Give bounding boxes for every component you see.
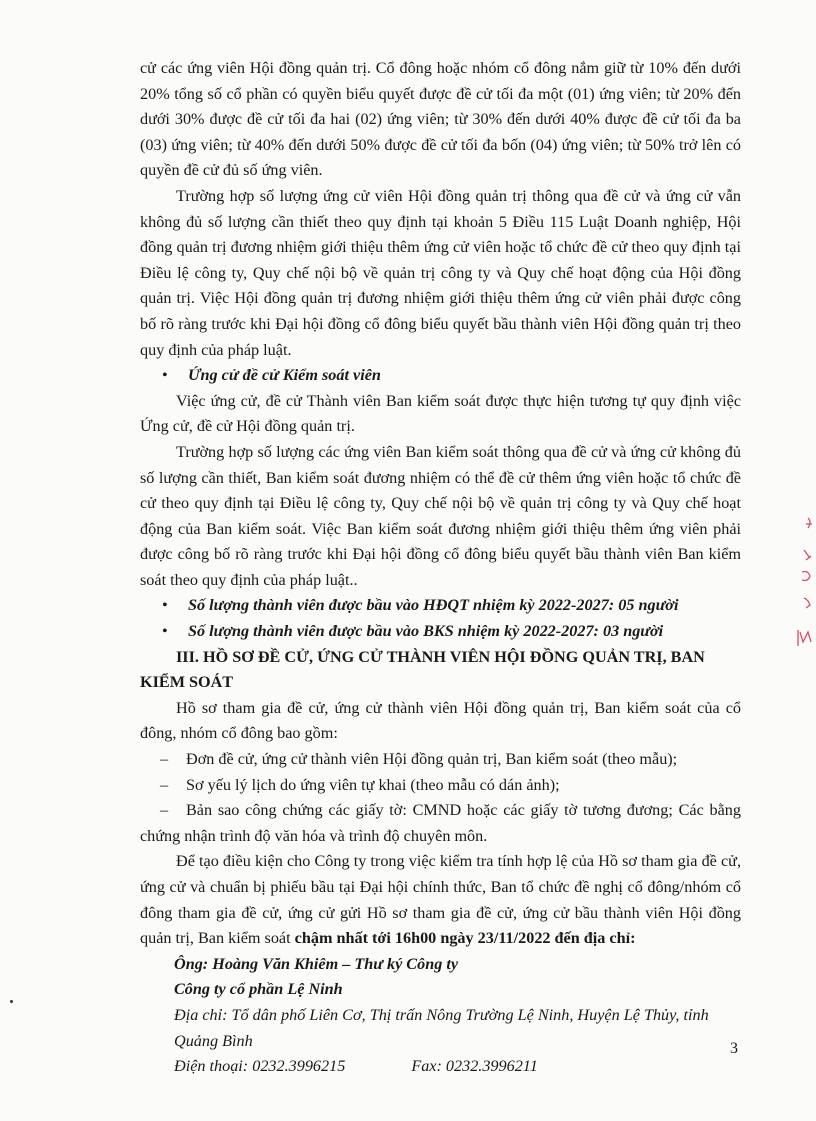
bullet-board-member-count bbox=[140, 593, 741, 619]
list-item bbox=[140, 773, 741, 799]
list-item bbox=[140, 798, 741, 849]
paragraph-dossier-intro: Hồ sơ tham gia đề cử, ứng cử thành viên Hội đồng quản trị, Ban kiểm soát của cổ đông, nhóm cổ đông bao gồm: bbox=[140, 698, 741, 743]
contact-company: Công ty cổ phần Lệ Ninh bbox=[174, 980, 343, 999]
paragraph-supervisor-insufficient: Trường hợp số lượng các ứng viên Ban kiểm soát thông qua đề cử và ứng cử không đủ số lượng cần thiết, Ban kiểm soát đương nhiệm có thể đề cử thêm ứng viên hoặc tổ chức đề cử theo quy định tại Điều lệ công ty, Quy chế nội bộ về quản trị công ty và Quy chế hoạt động của Ban kiểm soát. Việc Ban kiểm soát đương nhiệm giới thiệu thêm ứng viên phải được công bố rõ ràng trước khi Đại hội đồng cổ đông biểu quyết bầu thành viên Ban kiểm soát theo quy định của pháp luật.. bbox=[140, 442, 741, 589]
bullet-icon: • bbox=[162, 622, 168, 641]
bullet-supervisor-nomination bbox=[140, 363, 741, 389]
dash-icon: – bbox=[160, 775, 169, 794]
dash-icon: – bbox=[160, 801, 169, 820]
list-item-text: Bản sao công chứng các giấy tờ: CMND hoặc các giấy tờ tương đương; Các bằng chứng nhận trình độ văn hóa và trình độ chuyên môn. bbox=[140, 801, 741, 845]
contact-phone: Điện thoại: 0232.3996215 bbox=[174, 1057, 346, 1076]
page-number: 3 bbox=[730, 1040, 738, 1057]
scan-speck bbox=[10, 1000, 13, 1003]
paragraph-nomination-quota: cử các ứng viên Hội đồng quản trị. Cổ đông hoặc nhóm cổ đông nắm giữ từ 10% đến dưới 20% tổng số cổ phần có quyền biểu quyết được đề cử tối đa một (01) ứng viên; từ 20% đến dưới 30% được đề cử tối đa hai (02) ứng viên; từ 30% đến dưới 40% được đề cử tối đa ba (03) ứng viên; từ 40% đến dưới 50% được đề cử tối đa bốn (04) ứng viên; từ 50% trở lên có quyền đề cử đủ số ứng viên. bbox=[140, 59, 741, 180]
paragraph-submission-deadline bbox=[140, 849, 741, 951]
contact-fax: Fax: 0232.3996211 bbox=[411, 1057, 538, 1076]
paragraph-supervisor-similar: Việc ứng cử, đề cử Thành viên Ban kiểm soát được thực hiện tương tự quy định việc Ứng cử, đề cử Hội đồng quản trị. bbox=[140, 391, 741, 436]
bullet-label: Số lượng thành viên được bầu vào HĐQT nhiệm kỳ 2022-2027: 05 người bbox=[188, 596, 679, 615]
bullet-label: Ứng cử đề cử Kiểm soát viên bbox=[188, 366, 381, 385]
bullet-icon: • bbox=[162, 596, 168, 615]
section-heading-3: III. HỒ SƠ ĐỀ CỬ, ỨNG CỬ THÀNH VIÊN HỘI ĐỒNG QUẢN TRỊ, BAN KIỂM SOÁT bbox=[140, 647, 705, 692]
deadline-text: Để tạo điều kiện cho Công ty trong việc kiểm tra tính hợp lệ của Hồ sơ tham gia đề cử, ứng cử và chuẩn bị phiếu bầu tại Đại hội chính thức, Ban tổ chức đề nghị cổ đông/nhóm cổ đông tham gia đề cử, ứng cử gửi Hồ sơ tham gia đề cử, ứng cử bầu thành viên Hội đồng quản trị, Ban kiểm soát bbox=[140, 852, 741, 948]
bullet-supervisor-member-count bbox=[140, 619, 741, 645]
list-item-text: Sơ yếu lý lịch do ứng viên tự khai (theo mẫu có dán ảnh); bbox=[186, 775, 560, 794]
list-item-text: Đơn đề cử, ứng cử thành viên Hội đồng quản trị, Ban kiểm soát (theo mẫu); bbox=[186, 750, 678, 769]
bullet-icon: • bbox=[162, 366, 168, 385]
contact-address: Địa chỉ: Tổ dân phố Liên Cơ, Thị trấn Nông Trường Lệ Ninh, Huyện Lệ Thủy, tỉnh Quảng Bình bbox=[174, 1005, 709, 1050]
paragraph-board-insufficient: Trường hợp số lượng ứng cử viên Hội đồng quản trị thông qua đề cử và ứng cử vẫn không đủ số lượng cần thiết theo quy định tại khoản 5 Điều 115 Luật Doanh nghiệp, Hội đồng quản trị đương nhiệm giới thiệu thêm ứng cử viên hoặc tổ chức đề cử theo quy định tại Điều lệ công ty, Quy chế nội bộ về quản trị công ty và Quy chế hoạt động của Hội đồng quản trị. Việc Hội đồng quản trị đương nhiệm giới thiệu thêm ứng cử viên phải được công bố rõ ràng trước khi Đại hội đồng cổ đông biểu quyết bầu thành viên Hội đồng quản trị theo quy định của pháp luật. bbox=[140, 186, 741, 359]
contact-phone-row bbox=[140, 1054, 741, 1080]
bullet-label: Số lượng thành viên được bầu vào BKS nhiệm kỳ 2022-2027: 03 người bbox=[188, 622, 664, 641]
deadline-emphasis: chậm nhất tới 16h00 ngày 23/11/2022 đến địa chỉ: bbox=[294, 929, 636, 948]
list-item bbox=[140, 747, 741, 773]
stamp-edge-mark bbox=[786, 510, 816, 660]
contact-person: Ông: Hoàng Văn Khiêm – Thư ký Công ty bbox=[174, 954, 459, 973]
dash-icon: – bbox=[160, 750, 169, 769]
document-body bbox=[140, 56, 741, 1080]
